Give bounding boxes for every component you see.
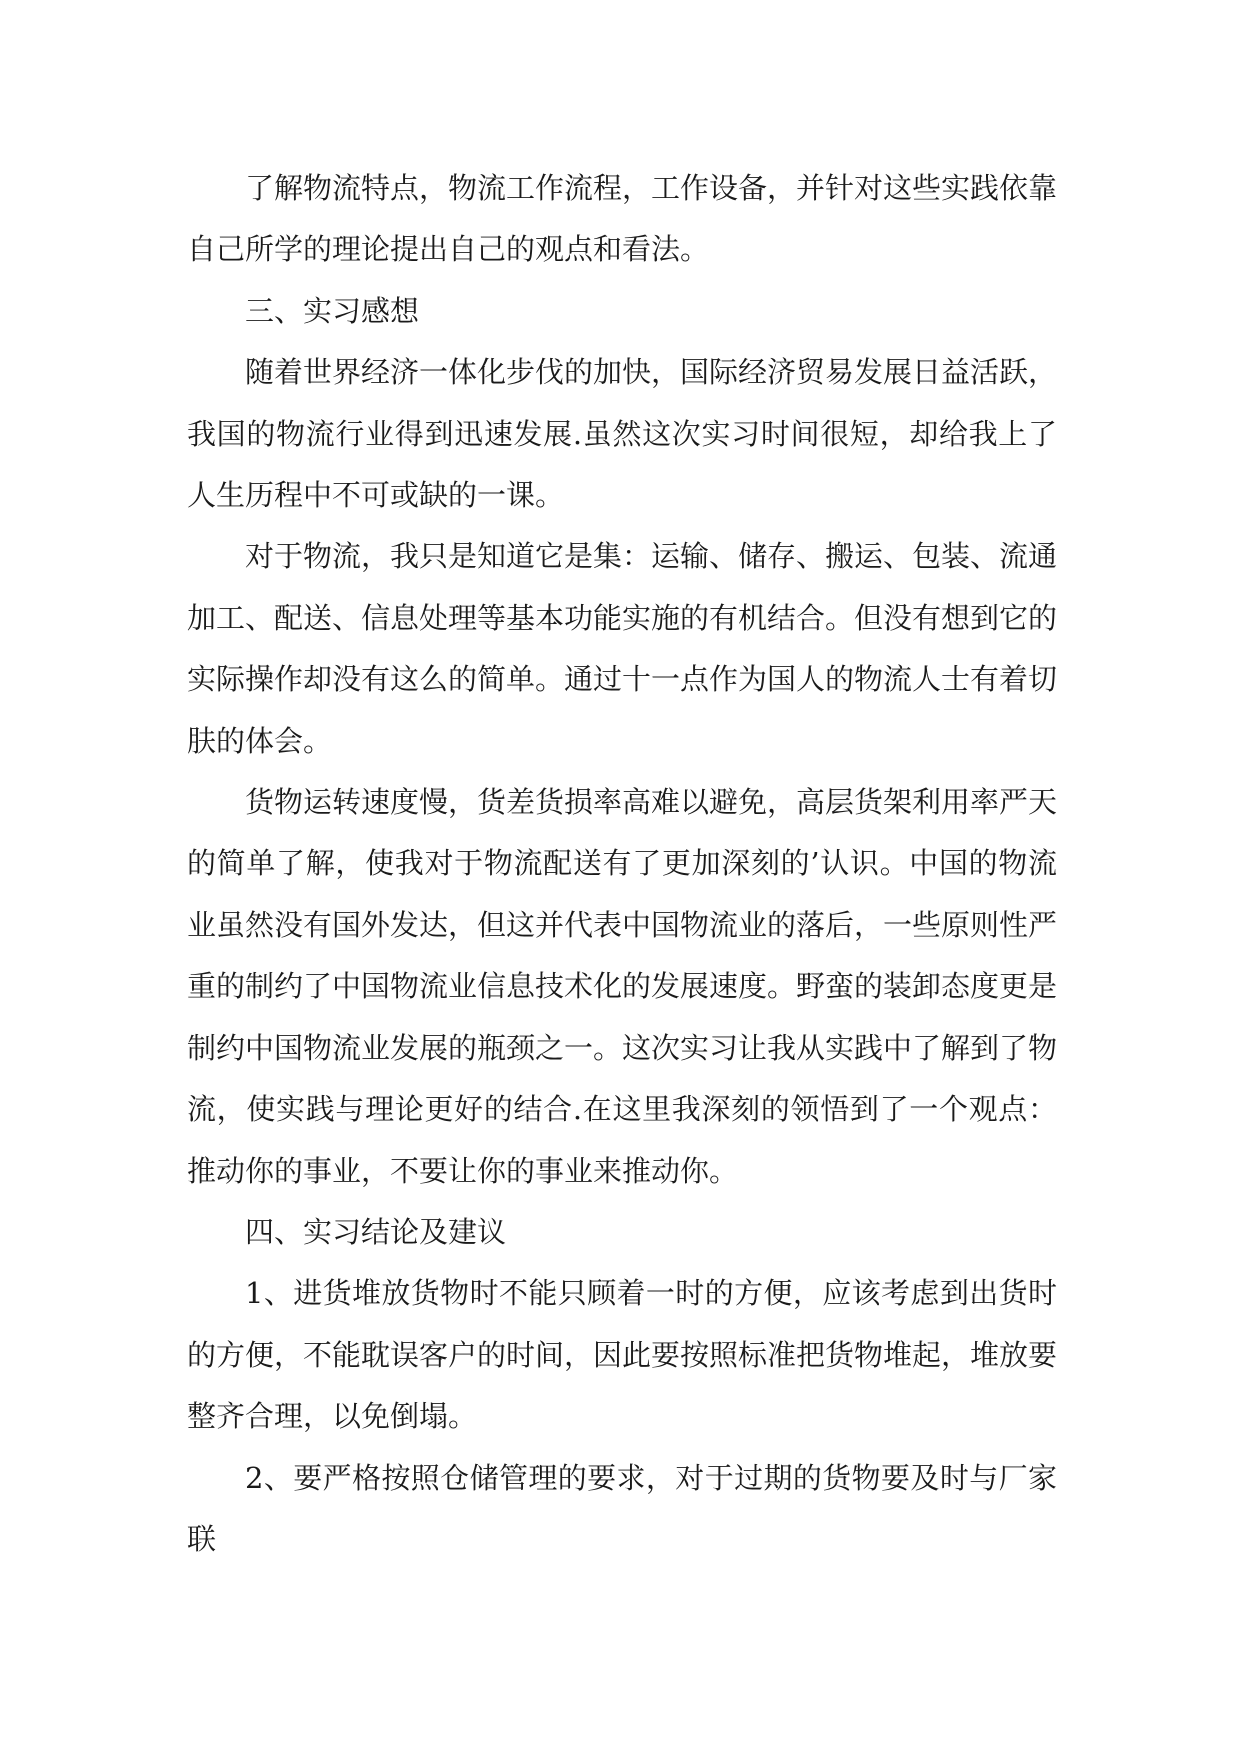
document-body bbox=[187, 158, 1057, 1570]
paragraph-logistics: 对于物流，我只是知道它是集：运输、储存、搬运、包装、流通加工、配送、信息处理等基本功能实施的有机结合。但没有想到它的实际操作却没有这么的简单。通过十一点作为国人的物流人士有着切肤的体会。 bbox=[187, 539, 1058, 758]
paragraph-economy: 随着世界经济一体化步伐的加快，国际经济贸易发展日益活跃，我国的物流行业得到迅速发展.虽然这次实习时间很短，却给我上了人生历程中不可或缺的一课。 bbox=[187, 355, 1058, 513]
section-heading-3: 三、实习感想 bbox=[245, 293, 420, 328]
paragraph-suggestion-1: 1、进货堆放货物时不能只顾着一时的方便，应该考虑到出货时的方便，不能耽误客户的时间，因此要按照标准把货物堆起，堆放要整齐合理，以免倒塌。 bbox=[187, 1276, 1058, 1434]
section-heading-4: 四、实习结论及建议 bbox=[245, 1214, 507, 1249]
paragraph-suggestion-2: 2、要严格按照仓储管理的要求，对于过期的货物要及时与厂家联 bbox=[187, 1460, 1057, 1556]
paragraph-intro: 了解物流特点，物流工作流程，工作设备，并针对这些实践依靠自己所学的理论提出自己的观点和看法。 bbox=[187, 171, 1058, 267]
paragraph-cargo: 货物运转速度慢，货差货损率高难以避免，高层货架利用率严天的简单了解，使我对于物流配送有了更加深刻的’认识。中国的物流业虽然没有国外发达，但这并代表中国物流业的落后，一些原则性严重的制约了中国物流业信息技术化的发展速度。野蛮的装卸态度更是制约中国物流业发展的瓶颈之一。这次实习让我从实践中了解到了物流，使实践与理论更好的结合.在这里我深刻的领悟到了一个观点：推动你的事业，不要让你的事业来推动你。 bbox=[187, 785, 1058, 1188]
